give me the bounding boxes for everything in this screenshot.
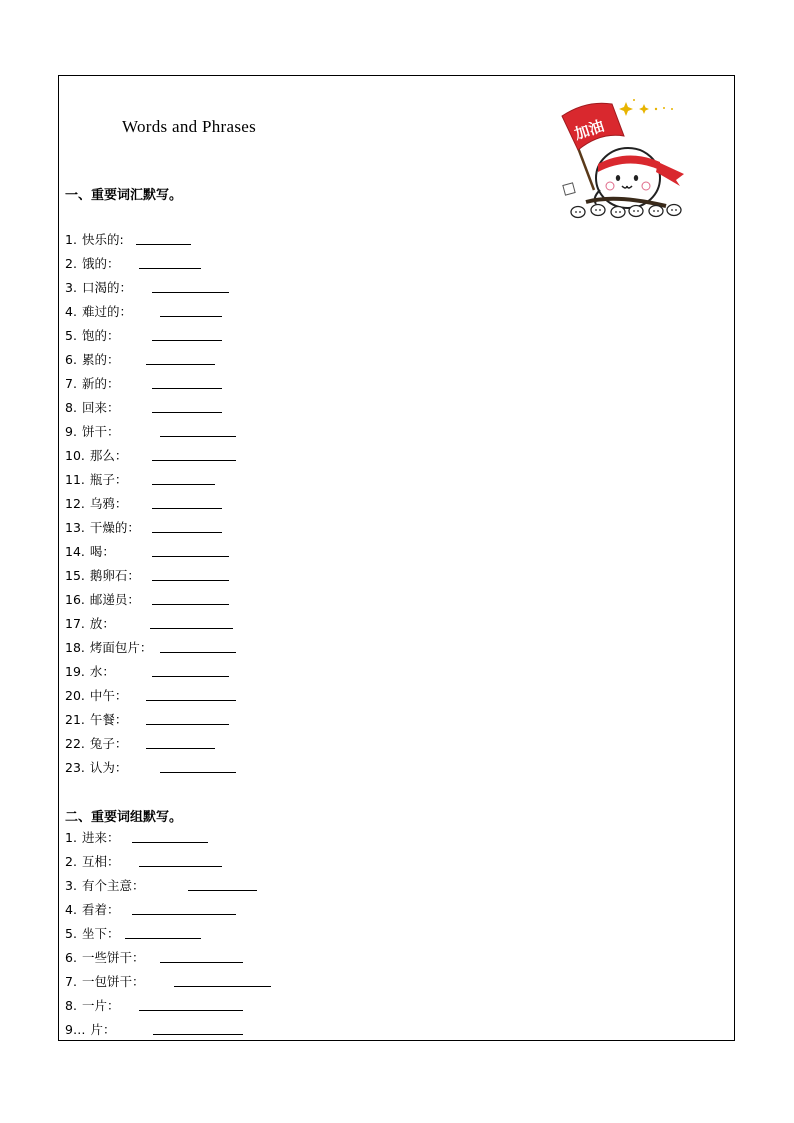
list-item xyxy=(65,734,127,754)
item-label: 2. xyxy=(65,256,77,271)
item-label: 5. xyxy=(65,926,77,941)
item-text: 喝： xyxy=(89,544,115,559)
item-text: 进来： xyxy=(81,830,120,845)
item-text: 放： xyxy=(89,616,115,631)
item-text: 新的： xyxy=(81,376,120,391)
answer-blank[interactable] xyxy=(152,340,222,341)
answer-blank[interactable] xyxy=(152,604,229,605)
item-label: 3. xyxy=(65,878,77,893)
item-label: 21. xyxy=(65,712,85,727)
list-item xyxy=(65,494,127,514)
item-label: 19. xyxy=(65,664,85,679)
answer-blank[interactable] xyxy=(136,244,191,245)
list-item xyxy=(65,710,127,730)
item-label: 17. xyxy=(65,616,85,631)
answer-blank[interactable] xyxy=(150,628,233,629)
list-item xyxy=(65,374,119,394)
answer-blank[interactable] xyxy=(146,724,229,725)
answer-blank[interactable] xyxy=(139,268,201,269)
list-item xyxy=(65,566,140,586)
answer-blank[interactable] xyxy=(153,1034,243,1035)
item-text: 乌鸦： xyxy=(89,496,128,511)
item-text: 口渴的： xyxy=(81,280,132,295)
answer-blank[interactable] xyxy=(152,508,222,509)
answer-blank[interactable] xyxy=(152,460,236,461)
item-label: 4. xyxy=(65,902,77,917)
list-item xyxy=(65,542,115,562)
item-label: 12. xyxy=(65,496,85,511)
item-text: 互相： xyxy=(81,854,120,869)
item-label: 9. xyxy=(65,424,77,439)
item-label: 13. xyxy=(65,520,85,535)
item-label: 6. xyxy=(65,950,77,965)
item-label: 8. xyxy=(65,400,77,415)
item-label: 9… xyxy=(65,1022,86,1037)
item-text: 干燥的： xyxy=(89,520,140,535)
answer-blank[interactable] xyxy=(146,748,215,749)
list-item xyxy=(65,446,127,466)
list-item xyxy=(65,590,140,610)
item-text: 认为： xyxy=(89,760,128,775)
item-label: 6. xyxy=(65,352,77,367)
list-item xyxy=(65,996,119,1016)
answer-blank[interactable] xyxy=(160,436,236,437)
answer-blank[interactable] xyxy=(152,484,215,485)
list-item xyxy=(65,518,140,538)
item-text: 一包饼干： xyxy=(81,974,145,989)
answer-blank[interactable] xyxy=(188,890,257,891)
section-title-vocabulary: 一、重要词汇默写。 xyxy=(65,188,183,203)
answer-blank[interactable] xyxy=(160,772,236,773)
item-label: 7. xyxy=(65,376,77,391)
item-text: 坐下： xyxy=(81,926,120,941)
list-item xyxy=(65,638,152,658)
item-label: 4. xyxy=(65,304,77,319)
answer-blank[interactable] xyxy=(152,412,222,413)
item-text: 一片： xyxy=(81,998,120,1013)
item-label: 1. xyxy=(65,232,77,247)
answer-blank[interactable] xyxy=(174,986,271,987)
item-text: 快乐的: xyxy=(81,232,124,247)
list-item xyxy=(65,828,119,848)
list-item xyxy=(65,1020,115,1040)
item-text: 中午： xyxy=(89,688,128,703)
list-item xyxy=(65,254,119,274)
answer-blank[interactable] xyxy=(125,938,201,939)
answer-blank[interactable] xyxy=(152,532,222,533)
item-text: 片： xyxy=(90,1022,116,1037)
cheer-mascot-icon xyxy=(556,94,691,224)
list-item xyxy=(65,422,119,442)
item-text: 饼干： xyxy=(81,424,120,439)
list-item xyxy=(65,948,144,968)
item-label: 22. xyxy=(65,736,85,751)
list-item xyxy=(65,614,115,634)
answer-blank[interactable] xyxy=(132,914,236,915)
list-item xyxy=(65,662,115,682)
item-label: 18. xyxy=(65,640,85,655)
answer-blank[interactable] xyxy=(160,962,243,963)
list-item xyxy=(65,398,119,418)
answer-blank[interactable] xyxy=(152,292,229,293)
item-text: 回来： xyxy=(81,400,120,415)
list-item xyxy=(65,852,119,872)
list-item xyxy=(65,278,132,298)
answer-blank[interactable] xyxy=(152,388,222,389)
item-label: 8. xyxy=(65,998,77,1013)
list-item xyxy=(65,350,119,370)
item-text: 饱的： xyxy=(81,328,120,343)
item-label: 16. xyxy=(65,592,85,607)
item-label: 15. xyxy=(65,568,85,583)
answer-blank[interactable] xyxy=(132,842,208,843)
item-label: 1. xyxy=(65,830,77,845)
item-label: 20. xyxy=(65,688,85,703)
page-title: Words and Phrases xyxy=(122,117,257,136)
list-item xyxy=(65,230,124,250)
answer-blank[interactable] xyxy=(146,364,215,365)
answer-blank[interactable] xyxy=(160,316,222,317)
list-item xyxy=(65,900,119,920)
item-text: 午餐： xyxy=(89,712,128,727)
item-label: 14. xyxy=(65,544,85,559)
item-text: 鹅卵石： xyxy=(89,568,140,583)
item-text: 瓶子： xyxy=(89,472,128,487)
item-text: 饿的： xyxy=(81,256,120,271)
item-text: 水： xyxy=(89,664,115,679)
item-text: 烤面包片： xyxy=(89,640,153,655)
answer-blank[interactable] xyxy=(146,700,236,701)
list-item xyxy=(65,470,127,490)
item-label: 7. xyxy=(65,974,77,989)
item-text: 有个主意： xyxy=(81,878,145,893)
item-label: 5. xyxy=(65,328,77,343)
item-label: 23. xyxy=(65,760,85,775)
answer-blank[interactable] xyxy=(152,580,229,581)
item-text: 看着： xyxy=(81,902,120,917)
item-label: 10. xyxy=(65,448,85,463)
item-text: 难过的： xyxy=(81,304,132,319)
answer-blank[interactable] xyxy=(152,556,229,557)
section-title-phrases: 二、重要词组默写。 xyxy=(65,810,183,825)
list-item xyxy=(65,326,119,346)
item-label: 2. xyxy=(65,854,77,869)
item-text: 一些饼干： xyxy=(81,950,145,965)
answer-blank[interactable] xyxy=(160,652,236,653)
item-label: 11. xyxy=(65,472,85,487)
answer-blank[interactable] xyxy=(139,1010,243,1011)
item-text: 邮递员： xyxy=(89,592,140,607)
list-item xyxy=(65,686,127,706)
list-item xyxy=(65,972,144,992)
item-text: 那么： xyxy=(89,448,128,463)
answer-blank[interactable] xyxy=(152,676,229,677)
answer-blank[interactable] xyxy=(139,866,222,867)
list-item xyxy=(65,876,144,896)
list-item xyxy=(65,758,127,778)
flag-text: 加油 xyxy=(572,116,607,144)
item-text: 兔子： xyxy=(89,736,128,751)
item-text: 累的： xyxy=(81,352,120,367)
list-item xyxy=(65,302,132,322)
item-label: 3. xyxy=(65,280,77,295)
list-item xyxy=(65,924,119,944)
